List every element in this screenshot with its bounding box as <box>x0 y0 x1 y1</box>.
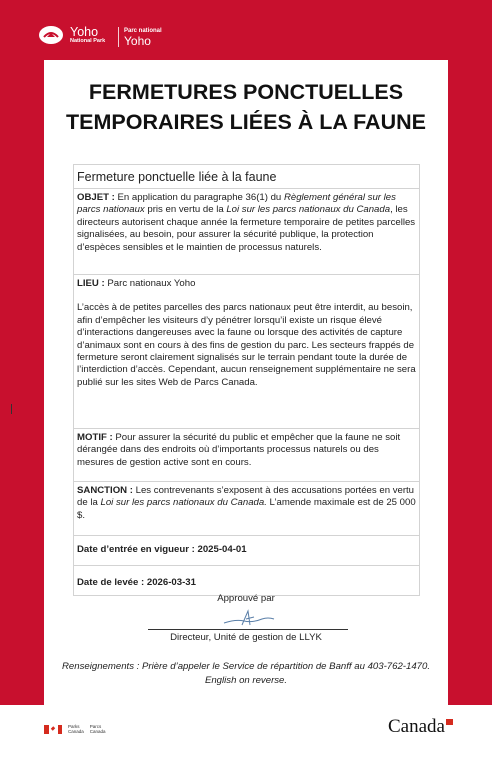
yoho-logo <box>38 25 105 45</box>
wordmark-flag-icon <box>446 719 453 725</box>
section-motif <box>74 429 419 482</box>
logo-en-sub: National Park <box>70 38 106 44</box>
section-date-levee <box>74 566 419 595</box>
contact-line-1: Renseignements : Prière d’appeler le Service de répartition de Banff au 403-762-1470. <box>62 661 430 672</box>
lieu-value: Parc nationaux Yoho <box>104 278 196 289</box>
logo-en-name: Yoho <box>70 24 99 39</box>
title-line-1: FERMETURES PONCTUELLES <box>88 80 404 104</box>
text-cursor <box>11 404 12 414</box>
lieu-body: L’accès à de petites parcelles des parcs nationaux peut être interdit, au besoin, afin d’empêcher les visiteurs d’y pénétrer lorsqu’il existe un risque élevé d’interactions dangereuses avec la faune ou lorsque des activités de capture d’animaux sont en cours à des fins de gestion du parc. Les secteurs frappés de fermeture seront clairement signalisés sur le terrain pendant toute la durée de l’interdiction d’accès. Cependant, aucun renseignement supplémentaire ne sera publié sur les sites Web de Parcs Canada. <box>77 302 416 388</box>
parks-en-1: Parks <box>68 724 80 729</box>
date-entree: Date d’entrée en vigueur : 2025-04-01 <box>77 544 247 555</box>
sanction-text-1: Les contrevenants s’exposent à des accusations portées en vertu de la <box>77 485 415 509</box>
logo-divider <box>118 27 119 47</box>
director-title: Directeur, Unité de gestion de LLYK <box>170 632 322 643</box>
title-line-2: TEMPORAIRES LIÉES À LA FAUNE <box>66 110 426 134</box>
parks-fr-2: Canada <box>89 729 106 734</box>
logo-fr-sub: Parc national <box>124 28 162 34</box>
table-heading: Fermeture ponctuelle liée à la faune <box>74 165 419 189</box>
objet-text-3: , les directeurs autorisent chaque année la fermeture temporaire de petites parcelles signalisées, au besoin, pour assurer la sécurité publique, la protection d’espèces sensibles et le maintien de processus naturels. <box>77 204 416 253</box>
sanction-label: SANCTION : <box>77 485 133 496</box>
canada-flag-icon <box>44 725 62 734</box>
approved-by: Approuvé par <box>217 593 275 604</box>
header <box>0 0 492 60</box>
objet-label: OBJET : <box>77 192 115 203</box>
signature-icon <box>222 607 276 629</box>
notice-panel <box>44 60 448 705</box>
objet-italic-1: Règlement général sur les parcs nationaux <box>77 192 396 216</box>
beaver-emblem-icon <box>38 25 64 45</box>
parks-fr-1: Parcs <box>89 724 102 729</box>
signature-line <box>148 629 348 630</box>
parks-canada-signature <box>44 724 106 734</box>
sanction-italic: Loi sur les parcs nationaux du Canada. <box>100 497 267 509</box>
lieu-label: LIEU : <box>77 278 105 289</box>
page-title <box>44 77 448 137</box>
canada-wordmark <box>388 716 453 738</box>
canada-wordmark-text: Canada <box>388 716 445 737</box>
objet-text-2: pris en vertu de la <box>144 204 227 216</box>
logo-fr <box>124 28 162 47</box>
contact-info <box>50 660 442 688</box>
closure-table <box>73 164 420 596</box>
date-levee: Date de levée : 2026-03-31 <box>77 577 196 588</box>
section-lieu <box>74 275 419 429</box>
section-date-entree <box>74 536 419 566</box>
objet-italic-2: Loi sur les parcs nationaux du Canada <box>226 204 391 216</box>
sanction-text-2: L’amende maximale est de 25 000 $. <box>77 497 416 521</box>
section-objet <box>74 189 419 275</box>
section-sanction <box>74 482 419 536</box>
logo-fr-name: Yoho <box>124 34 151 48</box>
motif-label: MOTIF : <box>77 432 113 443</box>
motif-body: Pour assurer la sécurité du public et empêcher que la faune ne soit dérangée dans des endroits où d’importants processus naturels ou des mesures de gestion active sont en cours. <box>77 432 401 468</box>
parks-en-2: Canada <box>68 729 84 734</box>
contact-line-2: English on reverse. <box>204 675 288 686</box>
objet-text-1: En application du paragraphe 36(1) du <box>114 192 284 203</box>
